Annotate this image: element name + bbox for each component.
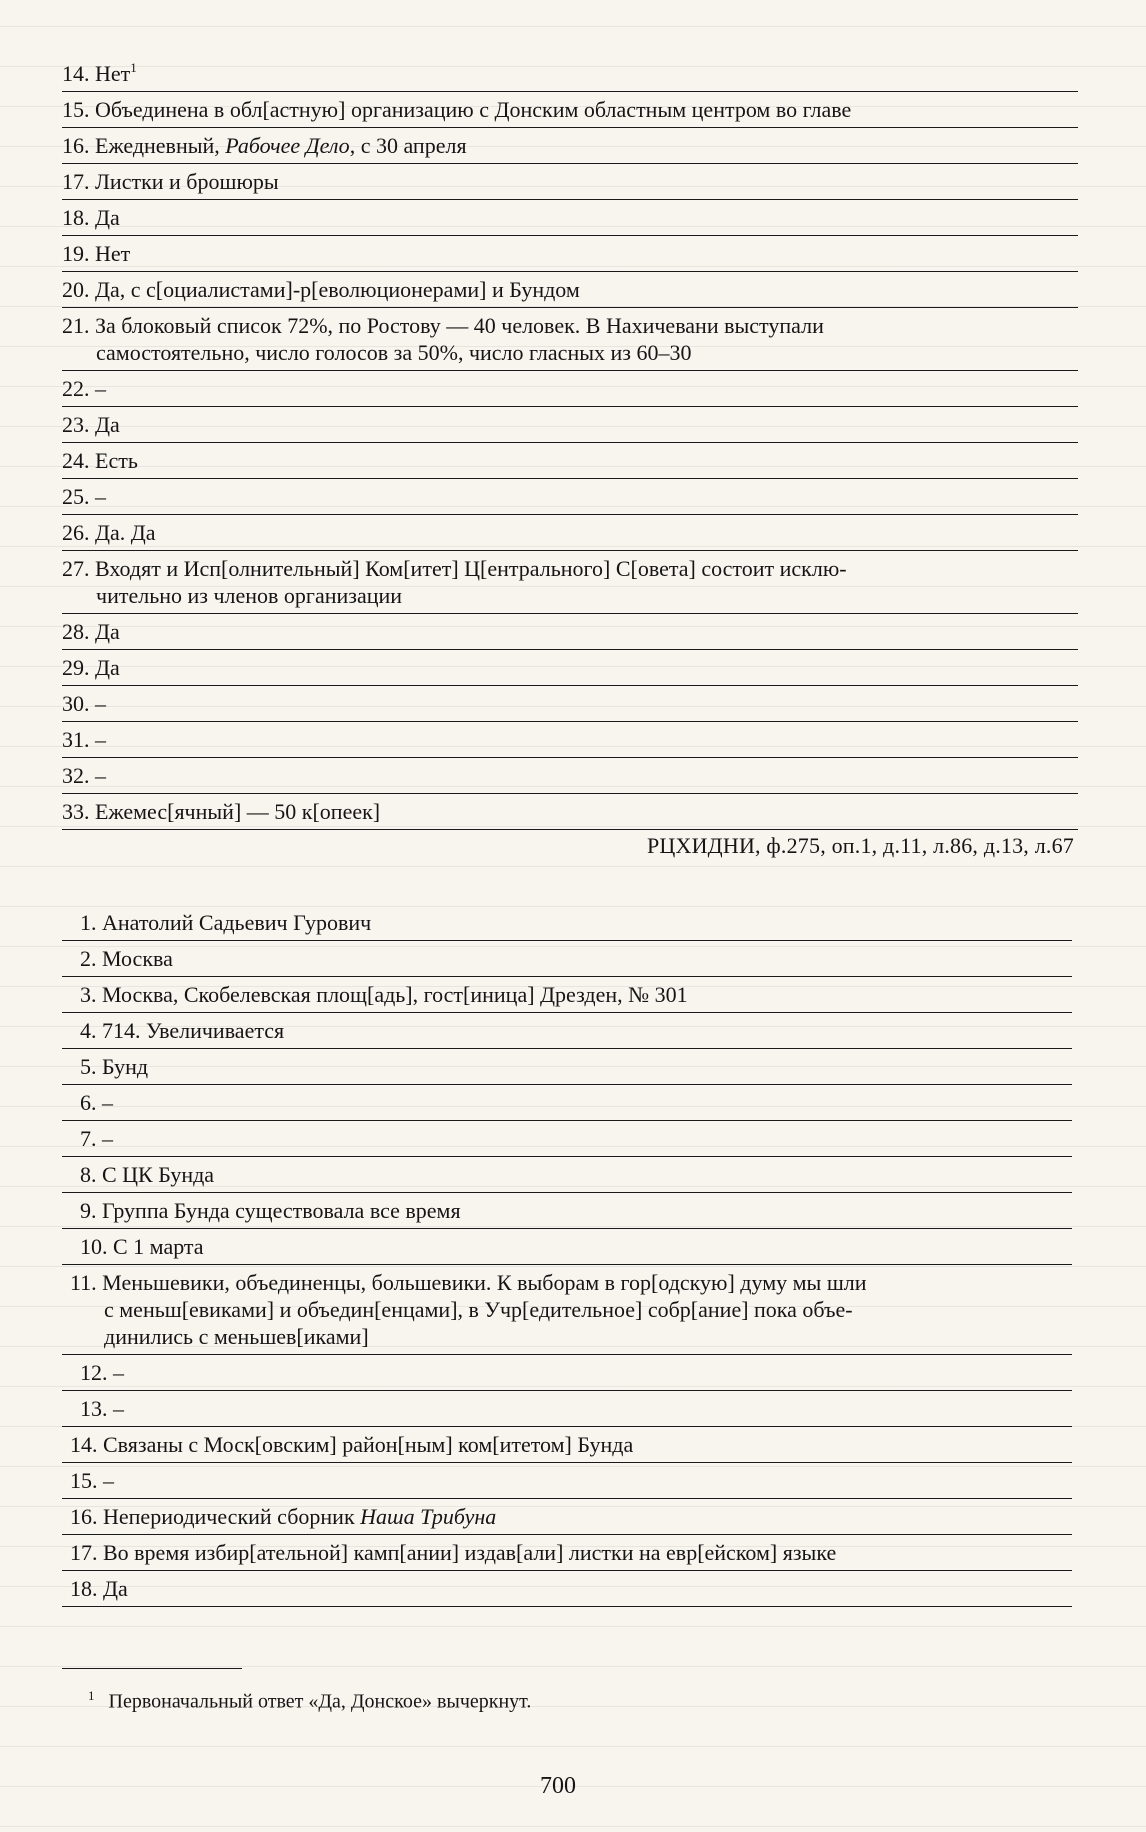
- list-item: 18. Да: [62, 200, 1078, 236]
- list-item: 11. Меньшевики, объединенцы, большевики. К выборам в гор[одскую] думу мы шли с меньш[евиками] и объедин[енцами], в Учр[едительное] собр[ание] пока объе- динились с меньшев[иками]: [62, 1265, 1072, 1355]
- list-item: 12. –: [62, 1355, 1072, 1391]
- footnote-text: Первоначальный ответ «Да, Донское» вычеркнут.: [108, 1690, 532, 1713]
- list-item: 21. За блоковый список 72%, по Ростову — 40 человек. В Нахичевани выступали самостоятельно, число голосов за 50%, число гласных из 60–30: [62, 308, 1078, 371]
- list-item: 31. –: [62, 722, 1078, 758]
- list-item: 14. Связаны с Моск[овским] район[ным] ком[итетом] Бунда: [62, 1427, 1072, 1463]
- footnote-divider: [62, 1668, 242, 1669]
- list-item: 6. –: [62, 1085, 1072, 1121]
- list-item: 16. Непериодический сборник Наша Трибуна: [62, 1499, 1072, 1535]
- list-item: 23. Да: [62, 407, 1078, 443]
- collection-title: Наша Трибуна: [360, 1504, 497, 1529]
- footnote: [88, 1688, 531, 1714]
- list-item: 20. Да, с с[оциалистами]-р[еволюционерами] и Бундом: [62, 272, 1078, 308]
- list-item: 22. –: [62, 371, 1078, 407]
- archive-source-reference: РЦХИДНИ, ф.275, оп.1, д.11, л.86, д.13, л.67: [646, 833, 1074, 858]
- newspaper-title: Рабочее Дело: [225, 133, 350, 158]
- list-item: 30. –: [62, 686, 1078, 722]
- list-item: 9. Группа Бунда существовала все время: [62, 1193, 1072, 1229]
- list-item: 10. С 1 марта: [62, 1229, 1072, 1265]
- list-item: 24. Есть: [62, 443, 1078, 479]
- list-item: 27. Входят и Исп[олнительный] Ком[итет] Ц[ентрального] С[овета] состоит исклю- чительно из членов организации: [62, 551, 1078, 614]
- list-item: 5. Бунд: [62, 1049, 1072, 1085]
- list-item: 13. –: [62, 1391, 1072, 1427]
- list-item: 8. С ЦК Бунда: [62, 1157, 1072, 1193]
- list-item: 4. 714. Увеличивается: [62, 1013, 1072, 1049]
- list-item: 1. Анатолий Садьевич Гурович: [62, 905, 1072, 941]
- list-item: 26. Да. Да: [62, 515, 1078, 551]
- list-item: 15. Объединена в обл[астную] организацию с Донским областным центром во главе: [62, 92, 1078, 128]
- list-item: 17. Во время избир[ательной] камп[ании] издав[али] листки на евр[ейском] языке: [62, 1535, 1072, 1571]
- list-item: 28. Да: [62, 614, 1078, 650]
- page-number: 700: [540, 1773, 576, 1799]
- list-item: 25. –: [62, 479, 1078, 515]
- list-item: 18. Да: [62, 1571, 1072, 1607]
- list-item: 16. Ежедневный, Рабочее Дело, с 30 апреля: [62, 128, 1078, 164]
- list-item: 3. Москва, Скобелевская площ[адь], гост[иница] Дрезден, № 301: [62, 977, 1072, 1013]
- list-item: 14. Нет$^1$: [62, 50, 1078, 92]
- answers-list-1: [62, 50, 1078, 830]
- list-item: 15. –: [62, 1463, 1072, 1499]
- answers-list-2: [62, 905, 1072, 1607]
- list-item: 17. Листки и брошюры: [62, 164, 1078, 200]
- list-item: 33. Ежемес[ячный] — 50 к[опеек]: [62, 794, 1078, 830]
- list-item: 7. –: [62, 1121, 1072, 1157]
- list-item: 29. Да: [62, 650, 1078, 686]
- list-item: 19. Нет: [62, 236, 1078, 272]
- list-item: 2. Москва: [62, 941, 1072, 977]
- list-item: 32. –: [62, 758, 1078, 794]
- footnote-mark: 1: [88, 1688, 95, 1703]
